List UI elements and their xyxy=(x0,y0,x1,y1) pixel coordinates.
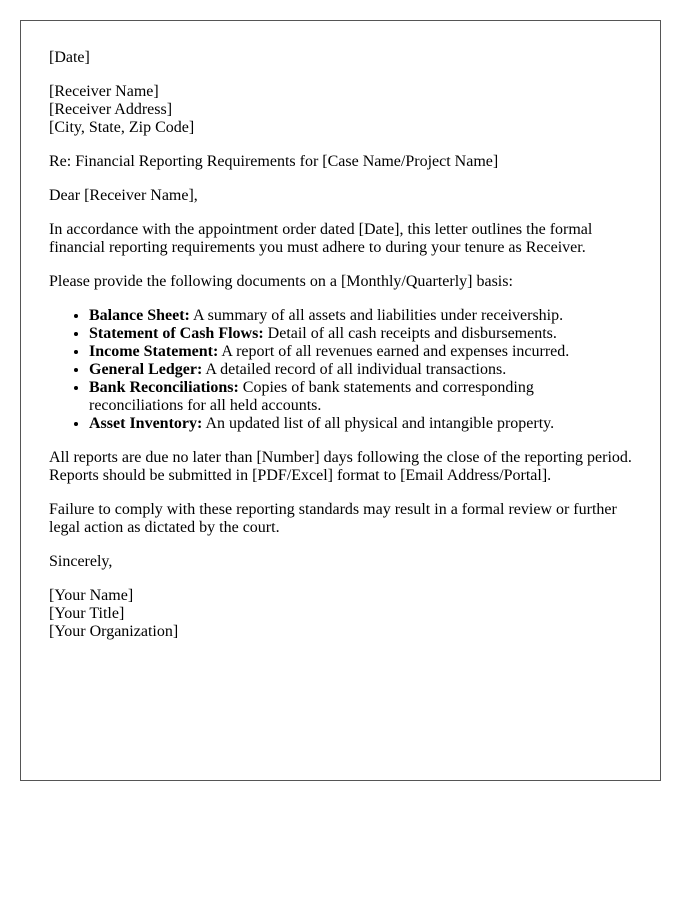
receiver-block xyxy=(49,83,632,137)
signature-block xyxy=(49,587,632,641)
list-item xyxy=(89,415,632,433)
subject-line: Re: Financial Reporting Requirements for [Case Name/Project Name] xyxy=(49,153,499,170)
closing: Sincerely, xyxy=(49,553,113,570)
item-title: Asset Inventory: xyxy=(89,415,203,432)
item-title: Bank Reconciliations: xyxy=(89,379,239,396)
deadline-paragraph: All reports are due no later than [Number] days following the close of the reporting period. Reports should be submitted in [PDF/Excel] format to [Email Address/Portal]. xyxy=(49,449,632,484)
letter xyxy=(20,20,661,781)
receiver-city: [City, State, Zip Code] xyxy=(49,119,195,136)
item-title: General Ledger: xyxy=(89,361,203,378)
item-desc: A summary of all assets and liabilities under receivership. xyxy=(189,307,564,324)
list-item xyxy=(89,343,632,361)
documents-list xyxy=(49,307,632,433)
item-desc: An updated list of all physical and intangible property. xyxy=(202,415,555,432)
sender-title: [Your Title] xyxy=(49,605,125,622)
intro-paragraph: In accordance with the appointment order dated [Date], this letter outlines the formal financial reporting requirements you must adhere to during your tenure as Receiver. xyxy=(49,221,593,256)
salutation: Dear [Receiver Name], xyxy=(49,187,198,204)
item-title: Balance Sheet: xyxy=(89,307,190,324)
receiver-name: [Receiver Name] xyxy=(49,83,159,100)
item-desc: A report of all revenues earned and expenses incurred. xyxy=(218,343,570,360)
list-item xyxy=(89,307,632,325)
warning-paragraph: Failure to comply with these reporting standards may result in a formal review or further legal action as dictated by the court. xyxy=(49,501,617,536)
item-desc: A detailed record of all individual transactions. xyxy=(202,361,507,378)
sender-name: [Your Name] xyxy=(49,587,134,604)
item-desc: Copies of bank statements and corresponding reconciliations for all held accounts. xyxy=(89,379,534,414)
request-paragraph: Please provide the following documents on a [Monthly/Quarterly] basis: xyxy=(49,273,513,290)
receiver-address: [Receiver Address] xyxy=(49,101,173,118)
item-title: Statement of Cash Flows: xyxy=(89,325,264,342)
item-title: Income Statement: xyxy=(89,343,219,360)
sender-organization: [Your Organization] xyxy=(49,623,179,640)
list-item xyxy=(89,361,632,379)
item-desc: Detail of all cash receipts and disbursements. xyxy=(263,325,557,342)
list-item xyxy=(89,325,632,343)
list-item xyxy=(89,379,632,415)
date: [Date] xyxy=(49,49,90,66)
